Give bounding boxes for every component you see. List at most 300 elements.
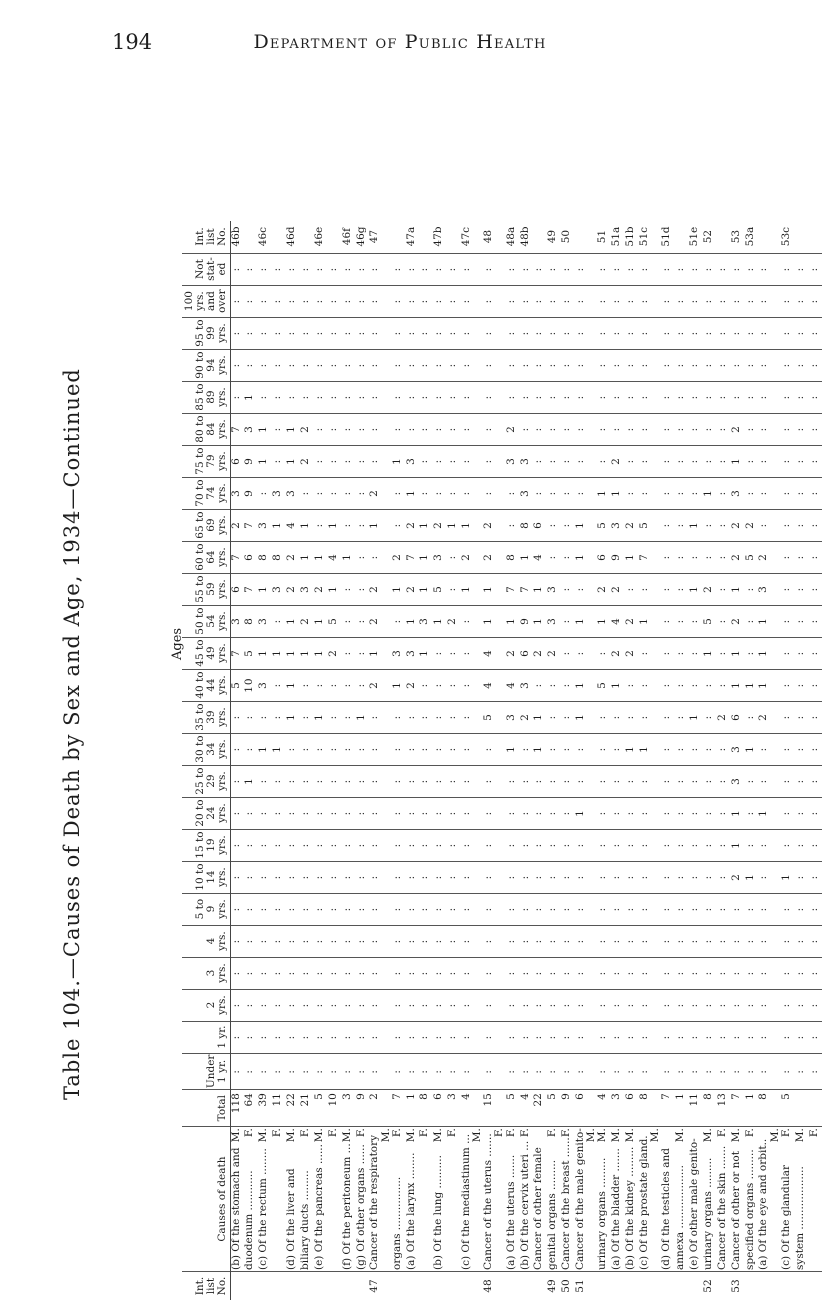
age-cell: :	[244, 893, 258, 925]
age-cell: :	[506, 1021, 520, 1053]
age-cell: :	[547, 509, 561, 541]
age-cell: 1	[625, 733, 639, 765]
age-cell: :	[506, 893, 520, 925]
age-cell: 7	[520, 573, 534, 605]
total-cell: 5	[781, 1090, 795, 1127]
total-cell	[809, 1090, 822, 1127]
age-cell: 1	[392, 669, 406, 701]
cause-name: (c) Of the rectum ........	[257, 1148, 270, 1270]
age-cell: :	[392, 957, 406, 989]
age-cell: :	[461, 253, 483, 285]
age-cell: 1	[506, 733, 520, 765]
age-cell: :	[758, 285, 780, 317]
age-cell: :	[795, 797, 809, 829]
age-cell: :	[547, 989, 561, 1021]
age-cell: :	[520, 1021, 534, 1053]
age-cell: 9	[244, 445, 258, 477]
age-cell: :	[717, 893, 731, 925]
age-cell: 2	[314, 573, 328, 605]
age-cell: :	[561, 605, 575, 637]
age-cell: :	[231, 381, 245, 413]
age-cell: :	[758, 509, 780, 541]
age-cell: :	[328, 797, 342, 829]
age-cell: 3	[611, 509, 625, 541]
cause-cell	[392, 1127, 406, 1272]
cause-cell	[342, 1127, 356, 1272]
age-cell: :	[328, 1053, 342, 1090]
age-cell: :	[314, 829, 328, 861]
age-cell: :	[597, 861, 611, 893]
age-cell: :	[561, 925, 575, 957]
age-cell: :	[342, 765, 356, 797]
age-cell: :	[795, 413, 809, 445]
age-cell: :	[689, 1021, 703, 1053]
int-list-right-cell	[328, 221, 342, 254]
age-cell: :	[703, 989, 717, 1021]
int-list-right-cell: 51b	[624, 226, 637, 247]
age-cell: :	[406, 829, 420, 861]
age-cell: :	[461, 701, 483, 733]
age-cell: :	[392, 253, 406, 285]
age-cell: :	[447, 477, 461, 509]
age-header: 45 to 49 yrs.	[182, 637, 231, 669]
cause-name: organs ................	[390, 1176, 403, 1270]
cause-cell	[795, 1127, 809, 1272]
age-cell: :	[520, 285, 534, 317]
int-list-cell	[506, 1272, 520, 1301]
age-cell: :	[506, 317, 520, 349]
age-cell: :	[506, 253, 520, 285]
age-cell: 1	[703, 477, 717, 509]
age-cell: :	[781, 765, 795, 797]
total-cell: 8	[703, 1090, 717, 1127]
age-cell: :	[597, 925, 611, 957]
age-cell: :	[328, 381, 342, 413]
age-cell: :	[419, 765, 433, 797]
int-list-right-cell: 47c	[460, 226, 473, 247]
age-cell: :	[461, 413, 483, 445]
age-cell: :	[406, 893, 420, 925]
age-cell: :	[611, 957, 625, 989]
age-cell: :	[314, 1053, 328, 1090]
age-cell: 2	[611, 573, 625, 605]
age-cell: :	[758, 829, 780, 861]
age-cell: :	[392, 765, 406, 797]
age-cell: :	[597, 733, 611, 765]
sex-label: M.	[701, 1128, 714, 1143]
age-header: 70 to 74 yrs.	[182, 477, 231, 509]
age-cell: :	[795, 477, 809, 509]
age-cell: 2	[483, 541, 505, 573]
causes-header: Causes of death	[182, 1127, 231, 1272]
age-header: 40 to 44 yrs.	[182, 669, 231, 701]
age-cell: :	[314, 861, 328, 893]
age-cell: :	[561, 541, 575, 573]
table-row	[300, 221, 314, 1300]
int-list-right-cell	[758, 221, 780, 254]
age-cell: :	[717, 541, 731, 573]
age-cell: :	[675, 957, 689, 989]
age-cell: :	[745, 1021, 759, 1053]
age-cell: 1	[286, 445, 300, 477]
age-cell: :	[369, 765, 391, 797]
age-header: 30 to 34 yrs.	[182, 733, 231, 765]
age-cell: 3	[272, 573, 286, 605]
age-cell: 2	[611, 637, 625, 669]
age-cell: :	[272, 893, 286, 925]
age-cell: :	[795, 765, 809, 797]
age-cell: :	[795, 637, 809, 669]
age-cell: 2	[328, 637, 342, 669]
age-cell: :	[447, 701, 461, 733]
age-cell: :	[369, 381, 391, 413]
age-cell: :	[781, 733, 795, 765]
age-cell: :	[369, 253, 391, 285]
age-cell: :	[575, 445, 597, 477]
age-header: 90 to 94 yrs.	[182, 349, 231, 381]
cause-cell	[703, 1127, 717, 1272]
age-cell: :	[809, 509, 822, 541]
age-cell: :	[506, 349, 520, 381]
age-cell: :	[461, 381, 483, 413]
age-cell: :	[731, 381, 745, 413]
cause-name: (d) Of the testicles and	[660, 1148, 673, 1270]
age-cell: 1	[689, 509, 703, 541]
age-cell: :	[406, 381, 420, 413]
age-cell: 1	[731, 637, 745, 669]
age-cell: :	[328, 413, 342, 445]
int-list-right-cell	[809, 221, 822, 254]
int-list-cell	[689, 1272, 703, 1301]
age-cell: :	[795, 573, 809, 605]
age-cell: :	[447, 573, 461, 605]
age-cell: :	[483, 893, 505, 925]
age-cell: :	[625, 989, 639, 1021]
age-cell: :	[272, 285, 286, 317]
age-header: 25 to 29 yrs.	[182, 765, 231, 797]
age-cell: :	[547, 957, 561, 989]
age-cell: :	[356, 445, 370, 477]
age-cell: :	[597, 285, 611, 317]
sex-label: M.	[768, 1128, 781, 1143]
age-cell: :	[231, 829, 245, 861]
cause-cell	[461, 1127, 483, 1272]
cause-cell	[300, 1127, 314, 1272]
age-cell: :	[300, 285, 314, 317]
age-cell: :	[406, 957, 420, 989]
age-cell: :	[328, 957, 342, 989]
age-cell: 1	[483, 573, 505, 605]
age-cell: :	[342, 253, 356, 285]
age-cell: :	[809, 861, 822, 893]
age-cell: :	[717, 509, 731, 541]
age-cell: :	[483, 733, 505, 765]
age-cell: 3	[547, 573, 561, 605]
age-cell: :	[356, 797, 370, 829]
cause-cell	[661, 1127, 675, 1272]
int-list-cell	[461, 1272, 483, 1301]
sex-label: F.	[546, 1128, 559, 1138]
age-cell: :	[533, 957, 547, 989]
age-cell: :	[575, 733, 597, 765]
age-cell: :	[575, 893, 597, 925]
int-list-right-cell: 53	[729, 229, 742, 244]
age-cell: :	[433, 1053, 447, 1090]
table-row	[433, 221, 447, 1300]
age-cell: :	[244, 1053, 258, 1090]
age-cell: :	[731, 1053, 745, 1090]
age-cell: :	[533, 349, 547, 381]
table-row	[520, 221, 534, 1300]
age-cell: 1	[419, 573, 433, 605]
age-cell: 2	[745, 509, 759, 541]
age-cell: :	[244, 317, 258, 349]
sex-label: M.	[585, 1128, 598, 1143]
age-cell: :	[342, 797, 356, 829]
cause-cell	[575, 1127, 597, 1272]
age-cell: :	[561, 765, 575, 797]
total-cell: 7	[731, 1090, 745, 1127]
age-cell: :	[689, 733, 703, 765]
age-cell: :	[731, 317, 745, 349]
table-row	[575, 221, 597, 1300]
age-cell: :	[795, 733, 809, 765]
age-cell: :	[597, 701, 611, 733]
age-cell: 1	[419, 509, 433, 541]
int-list-cell: 47	[369, 1272, 391, 1301]
total-cell: 21	[300, 1090, 314, 1127]
age-cell: :	[547, 733, 561, 765]
age-header: 65 to 69 yrs.	[182, 509, 231, 541]
age-cell: :	[795, 893, 809, 925]
age-cell: :	[703, 349, 717, 381]
age-cell: :	[795, 1053, 809, 1090]
age-cell: :	[758, 381, 780, 413]
age-cell: :	[433, 765, 447, 797]
int-list-cell	[392, 1272, 406, 1301]
age-cell: :	[300, 765, 314, 797]
age-cell: :	[231, 765, 245, 797]
age-cell: :	[547, 413, 561, 445]
age-cell: :	[483, 797, 505, 829]
age-cell: :	[314, 285, 328, 317]
age-cell: :	[731, 957, 745, 989]
age-cell: 2	[625, 509, 639, 541]
age-cell: :	[272, 957, 286, 989]
cause-cell	[406, 1127, 420, 1272]
table-row	[342, 221, 356, 1300]
age-cell: :	[625, 1021, 639, 1053]
age-cell: :	[356, 317, 370, 349]
cause-cell	[483, 1127, 505, 1272]
age-cell: :	[433, 925, 447, 957]
age-cell: :	[258, 989, 272, 1021]
age-cell: :	[795, 989, 809, 1021]
age-cell: :	[231, 925, 245, 957]
age-cell: :	[781, 797, 795, 829]
cause-cell	[745, 1127, 759, 1272]
sex-label: F.	[298, 1128, 311, 1138]
age-header: 1 yr.	[182, 1021, 231, 1053]
age-cell: :	[286, 1021, 300, 1053]
age-cell: :	[342, 733, 356, 765]
age-cell: :	[547, 317, 561, 349]
total-cell: 2	[369, 1090, 391, 1127]
age-cell: 1	[286, 413, 300, 445]
age-cell: :	[520, 317, 534, 349]
age-cell: :	[272, 317, 286, 349]
age-header: 100 yrs. and over	[182, 285, 231, 317]
age-cell: :	[231, 733, 245, 765]
age-cell: 2	[369, 605, 391, 637]
age-cell: :	[300, 733, 314, 765]
age-cell: :	[356, 349, 370, 381]
age-cell: 9	[520, 605, 534, 637]
age-cell: :	[611, 861, 625, 893]
age-cell: :	[661, 285, 675, 317]
age-cell: :	[483, 925, 505, 957]
age-cell: 1	[689, 701, 703, 733]
age-cell: :	[356, 957, 370, 989]
age-cell: 7	[231, 637, 245, 669]
table-row	[547, 221, 561, 1300]
age-cell: :	[300, 829, 314, 861]
age-cell: :	[703, 541, 717, 573]
age-cell: :	[406, 701, 420, 733]
age-cell: :	[611, 765, 625, 797]
age-cell: :	[447, 541, 461, 573]
age-cell: 1	[520, 541, 534, 573]
age-cell: :	[795, 957, 809, 989]
age-cell: :	[745, 605, 759, 637]
age-cell: :	[809, 413, 822, 445]
int-list-cell	[300, 1272, 314, 1301]
age-cell: 2	[597, 573, 611, 605]
cause-cell	[717, 1127, 731, 1272]
age-cell: :	[795, 861, 809, 893]
age-cell: :	[244, 1021, 258, 1053]
age-cell: :	[675, 253, 689, 285]
total-cell: 1	[406, 1090, 420, 1127]
age-cell: :	[356, 861, 370, 893]
age-cell: :	[461, 893, 483, 925]
age-cell: :	[314, 733, 328, 765]
age-cell: :	[547, 925, 561, 957]
age-cell: :	[758, 445, 780, 477]
age-cell: :	[231, 1021, 245, 1053]
cause-cell	[547, 1127, 561, 1272]
age-cell: 3	[231, 605, 245, 637]
age-cell: 1	[447, 509, 461, 541]
age-cell: :	[328, 925, 342, 957]
age-cell: :	[547, 829, 561, 861]
age-cell: :	[356, 285, 370, 317]
cause-name: (b) Of the stomach and	[230, 1147, 242, 1270]
age-cell: :	[356, 637, 370, 669]
age-cell: :	[809, 253, 822, 285]
age-cell: :	[461, 797, 483, 829]
age-cell: :	[258, 381, 272, 413]
age-cell: :	[745, 285, 759, 317]
age-cell: 1	[506, 605, 520, 637]
age-cell: :	[717, 477, 731, 509]
cause-name: (c) Of the glandular	[779, 1165, 792, 1270]
age-cell: :	[703, 381, 717, 413]
total-cell: 9	[356, 1090, 370, 1127]
int-list-cell	[356, 1272, 370, 1301]
age-cell: 2	[625, 605, 639, 637]
age-cell: 8	[244, 605, 258, 637]
age-cell: :	[300, 1053, 314, 1090]
age-cell: :	[661, 509, 675, 541]
age-cell: :	[625, 381, 639, 413]
int-list-right-cell: 51a	[610, 226, 623, 247]
age-cell: :	[447, 317, 461, 349]
age-cell: 1	[731, 573, 745, 605]
age-cell: :	[661, 701, 675, 733]
age-cell: :	[392, 861, 406, 893]
age-cell: :	[433, 349, 447, 381]
age-cell: 5	[244, 637, 258, 669]
age-cell: :	[483, 989, 505, 1021]
age-cell: :	[258, 477, 272, 509]
age-cell: :	[703, 445, 717, 477]
age-cell: :	[661, 637, 675, 669]
age-cell: :	[625, 925, 639, 957]
age-cell: :	[286, 317, 300, 349]
age-cell: :	[419, 317, 433, 349]
age-cell: :	[533, 861, 547, 893]
age-cell: :	[561, 989, 575, 1021]
age-cell: :	[575, 861, 597, 893]
age-cell: :	[809, 285, 822, 317]
age-cell: :	[447, 957, 461, 989]
age-cell: :	[639, 445, 661, 477]
age-cell: :	[520, 829, 534, 861]
age-cell: :	[433, 381, 447, 413]
age-cell: :	[328, 349, 342, 381]
age-cell: 1	[731, 797, 745, 829]
age-cell: :	[314, 989, 328, 1021]
age-cell: :	[597, 349, 611, 381]
age-cell: :	[328, 989, 342, 1021]
age-cell: :	[461, 733, 483, 765]
age-cell: :	[561, 253, 575, 285]
table-row	[447, 221, 461, 1300]
age-header: 15 to 19 yrs.	[182, 829, 231, 861]
cause-cell	[625, 1127, 639, 1272]
age-cell: :	[461, 957, 483, 989]
age-cell: 3	[300, 573, 314, 605]
age-cell: :	[533, 893, 547, 925]
age-cell: 2	[406, 573, 420, 605]
age-cell: :	[314, 445, 328, 477]
age-cell: :	[611, 349, 625, 381]
age-cell: :	[809, 1021, 822, 1053]
age-cell: :	[758, 733, 780, 765]
age-cell: :	[547, 669, 561, 701]
age-cell: :	[231, 989, 245, 1021]
int-list-right-cell: 51c	[637, 226, 650, 247]
age-cell: 1	[575, 541, 597, 573]
age-cell: 1	[392, 445, 406, 477]
age-cell: :	[547, 1053, 561, 1090]
age-cell: :	[258, 701, 272, 733]
age-cell: :	[244, 925, 258, 957]
age-cell: :	[433, 893, 447, 925]
age-cell: :	[272, 669, 286, 701]
age-cell: :	[547, 381, 561, 413]
